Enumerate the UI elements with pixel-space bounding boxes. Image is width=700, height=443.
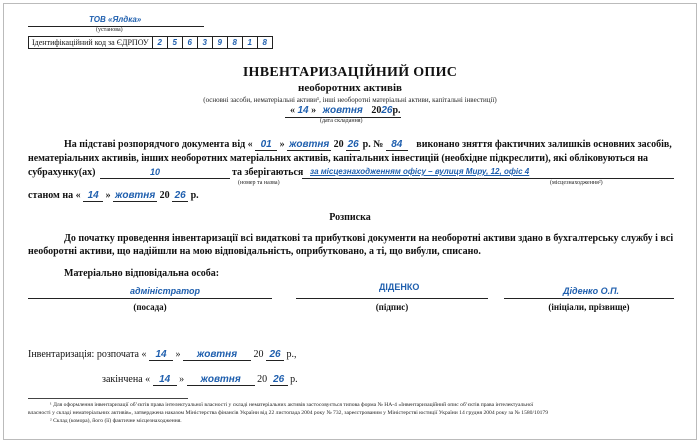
footnote-2: ² Склад (комора), його (її) фактичне місцезнаходження. (50, 418, 182, 424)
inventory-end-suffix: р. (290, 374, 298, 385)
document-subtitle: необоротних активів (298, 82, 402, 94)
state-suffix: р. (190, 190, 199, 201)
inventory-end-year-prefix: 20 (257, 374, 268, 385)
edrpou-digit: 5 (167, 37, 182, 49)
receipt-text-line-2: необоротні активи, що надійшли на мою відповідальність, оприбутковано, а ті, що вибули, списано. (28, 246, 481, 257)
edrpou-digit: 2 (152, 37, 167, 49)
document-title: ІНВЕНТАРИЗАЦІЙНИЙ ОПИС (242, 65, 458, 80)
title-date-open: « (290, 105, 295, 116)
state-label: станом на « (28, 190, 81, 201)
responsible-name: Діденко О.П. (563, 286, 620, 296)
footnote-1-line-1: ¹ Для оформлення інвентаризації об’єктів права інтелектуальної власності у складі нематеріальних активів застосовується типова форма № НА-4 «Інвентаризаційний опис об’єктів права інтелектуальної (50, 402, 534, 408)
basis-line-1 (64, 139, 672, 151)
responsible-position: адміністратор (130, 286, 201, 296)
inventory-end-day: 14 (153, 374, 177, 386)
basis-stored-label: та зберігаються (232, 167, 304, 178)
basis-doc-number: 84 (386, 139, 408, 151)
edrpou-digit: 3 (197, 37, 212, 49)
footnote-1-line-2: власності у складі нематеріальних активів», затверджена наказом Міністерства фінансів України від 22 листопада 2004 року № 732, зареєстрованим у Міністерстві юстиції України 14 грудня 2004 року за № 1580/10179 (28, 410, 549, 416)
caption-name: (ініціали, прізвище) (548, 302, 630, 312)
title-date-day: 14 (297, 105, 309, 116)
inventory-end-sep: » (179, 374, 185, 385)
basis-subaccount-label: субрахунку(ах) (28, 167, 96, 178)
edrpou-digit: 8 (257, 37, 272, 49)
edrpou-digit: 9 (212, 37, 227, 49)
inventory-start-suffix: р., (286, 349, 297, 360)
edrpou-table (28, 36, 273, 49)
basis-sep: » (279, 139, 285, 150)
organization-name: ТОВ «Ялдка» (89, 15, 142, 24)
state-date-line (28, 190, 199, 202)
basis-subaccount: 10 (150, 167, 161, 177)
signature-underline (296, 298, 488, 299)
title-date-sep: » (311, 105, 317, 116)
basis-doc-day: 01 (255, 139, 277, 151)
inventory-end-month: жовтня (187, 374, 255, 386)
inventory-start-year-prefix: 20 (253, 349, 264, 360)
inventory-end-line (102, 374, 298, 386)
footnote-separator (28, 398, 188, 399)
caption-number: (номер та назва) (238, 180, 280, 186)
inventory-start-sep: » (175, 349, 181, 360)
state-sep: » (105, 190, 111, 201)
title-date-suffix: р. (392, 105, 401, 116)
receipt-heading: Розписка (329, 212, 371, 223)
basis-line-2: нематеріальних активів, інших необоротних матеріальних активів, капітальних інвестицій (необхідне підкреслити), які обліковуються на (28, 153, 648, 164)
organization-caption: (установа) (96, 27, 123, 33)
basis-doc-year: 26 (347, 139, 359, 150)
basis-year-prefix: 20 (333, 139, 344, 150)
basis-doc-month: жовтня (289, 139, 330, 150)
inventory-end-year: 26 (270, 374, 288, 386)
receipt-text-line-1: До початку проведення інвентаризації всі видаткові та прибуткові документи на необоротні активи здано в бухгалтерську службу і всі (64, 233, 674, 244)
state-month: жовтня (115, 190, 156, 201)
title-date-year-prefix: 20 (371, 105, 382, 116)
inventory-end-label: закінчена « (102, 374, 151, 385)
edrpou-digit: 8 (227, 37, 242, 49)
edrpou-label: Ідентифікаційний код за ЄДРПОУ (29, 37, 153, 49)
location-underline (302, 178, 674, 179)
basis-text-2: виконано зняття фактичних залишків основних засобів, (416, 139, 672, 150)
inventory-start-month: жовтня (183, 349, 251, 361)
caption-location: (місцезнаходження²) (550, 180, 603, 186)
state-year: 26 (172, 190, 188, 202)
caption-signature: (підпис) (375, 302, 409, 312)
position-underline (28, 298, 272, 299)
state-year-prefix: 20 (159, 190, 170, 201)
title-date (290, 105, 401, 116)
basis-location: за місцезнаходженням офісу – вулиця Миру, 12, офіс 4 (310, 167, 530, 176)
inventory-start-line (28, 349, 297, 361)
name-underline (504, 298, 674, 299)
inventory-start-label: Інвентаризація: розпочата « (28, 349, 147, 360)
asset-types-note: (основні засоби, нематеріальні активи¹, інші необоротні матеріальні активи, капітальні інвестиції) (203, 96, 497, 104)
state-day: 14 (83, 190, 103, 202)
responsible-signature: ДІДЕНКО (379, 282, 420, 292)
edrpou-digit: 6 (182, 37, 197, 49)
inventory-start-day: 14 (149, 349, 173, 361)
title-date-month: жовтня (322, 105, 363, 116)
subaccount-underline (100, 178, 230, 179)
caption-position: (посада) (133, 302, 167, 312)
edrpou-digit: 1 (242, 37, 257, 49)
title-date-caption: (дата складання) (320, 118, 363, 124)
inventory-start-year: 26 (266, 349, 284, 361)
responsible-label: Матеріально відповідальна особа: (64, 268, 220, 279)
basis-text-1: На підставі розпорядчого документа від « (64, 139, 253, 150)
title-date-year: 26 (381, 105, 393, 116)
basis-number-label: р. № (362, 139, 384, 150)
